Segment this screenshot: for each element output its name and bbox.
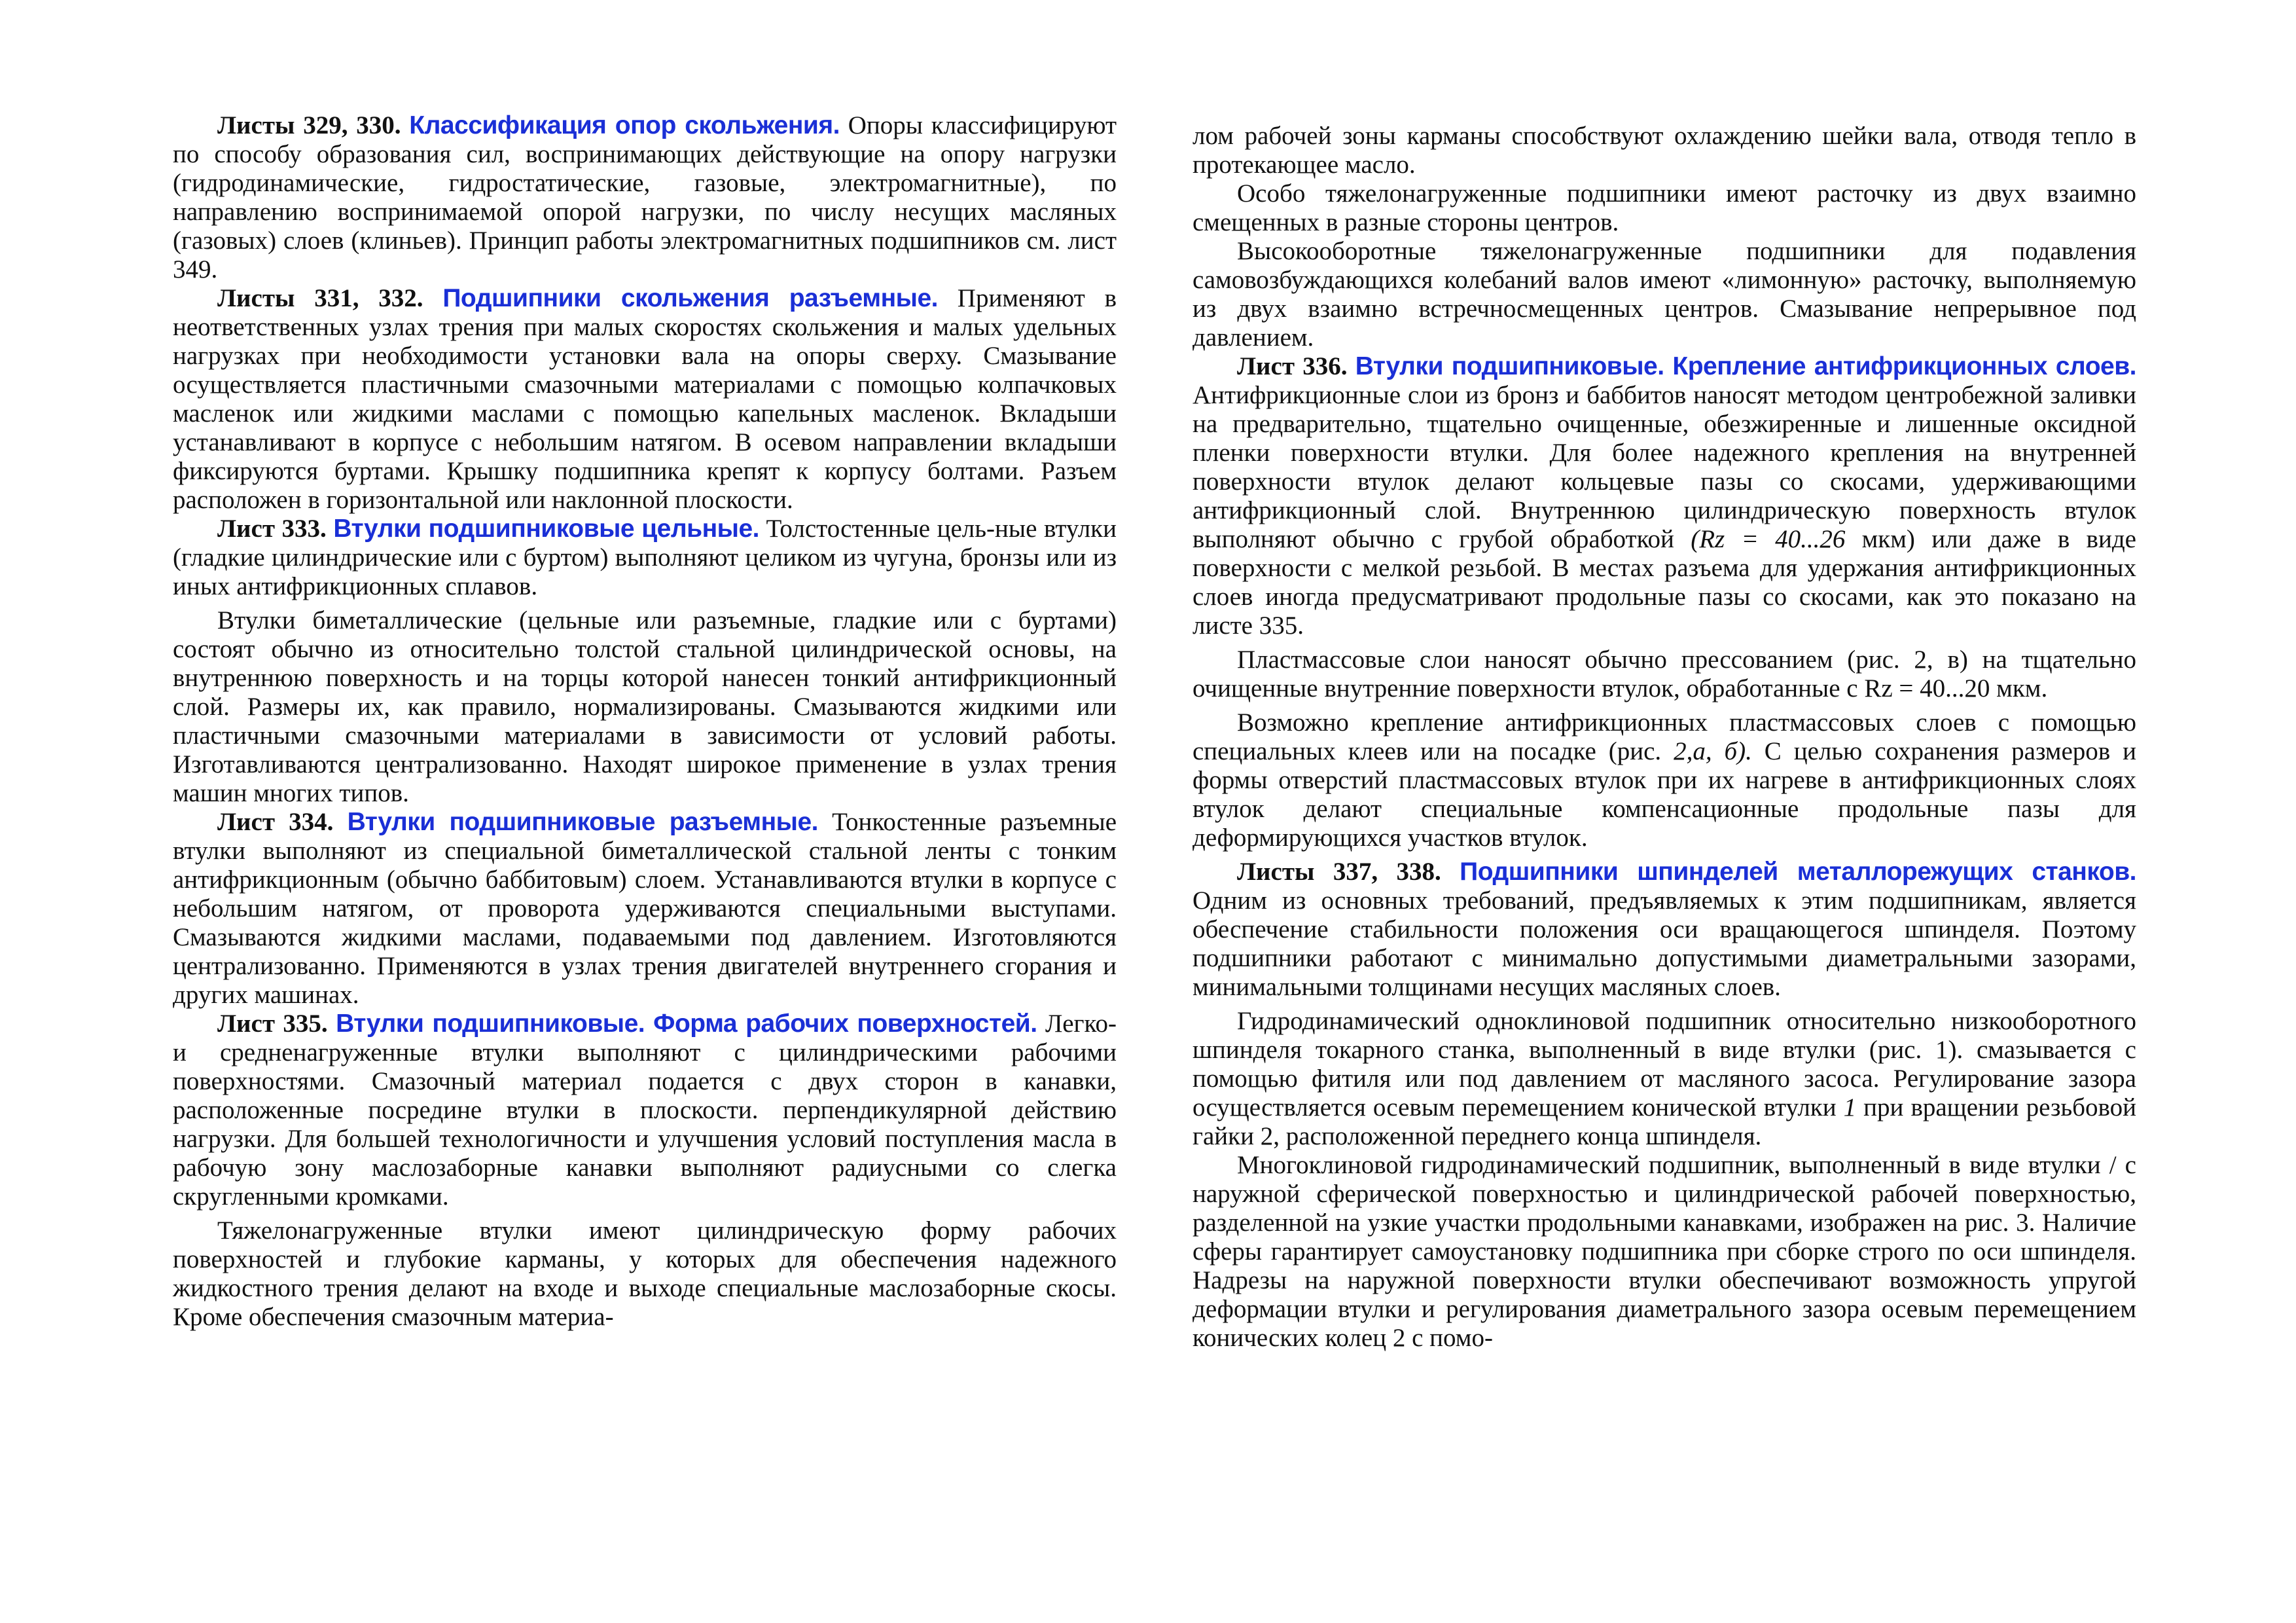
paragraph-text: Гидродинамический одноклиновой подшипник относительно низкооборотного шпинделя токарного станка, выполненный в виде втулки (рис. 1). смазывается с помощью фитиля или под давлением от масляного засоса. Регулирование зазора осуществляется осевым перемещением конической втулки <box>1193 1007 2136 1122</box>
sheet-title: Втулки подшипниковые. Крепление антифрикционных слоев. <box>1355 352 2137 380</box>
part-number: 1 <box>1843 1093 1857 1122</box>
paragraph-text: Многоклиновой гидродинамический подшипник, выполненный в виде втулки / с наружной сферической поверхностью и цилиндрической рабочей поверхностью, разделенной на узкие участки продольными канавками, изображен на рис. 3. Наличие сферы гарантирует самоустановку подшипника при сборке строго по оси шпинделя. Надрезы на наружной поверхности втулки обеспечивают возможность упругой деформации втулки и регулирования диаметрального зазора осевым перемещением конических колец 2 с помо- <box>1193 1151 2136 1352</box>
right-column <box>1193 122 2136 1353</box>
figure-reference: 2,а, б). <box>1674 737 1752 765</box>
paragraph-single-wedge-bearing <box>1193 1007 2136 1151</box>
sheet-number: Листы 331, 332. <box>217 284 423 312</box>
paragraph-extra-heavy-bearings <box>1193 179 2136 237</box>
paragraph-high-speed-bearings <box>1193 237 2136 352</box>
sheet-title: Подшипники скольжения разъемные. <box>442 284 938 312</box>
paragraph-text: Легко- и средненагруженные втулки выполняют с цилиндрическими рабочими поверхностями. Смазочный материал подается с двух сторон в канавки, расположенные посредине втулки в плоскости. перпендикулярной действию нагрузки. Для большей технологичности и улучшения условий поступления масла в рабочую зону маслозаборные канавки выполняют радиусными со слегка скругленными кромками. <box>173 1010 1117 1211</box>
paragraph-text: лом рабочей зоны карманы способствуют охлаждению шейки вала, отводя тепло в протекающее масло. <box>1193 122 2136 179</box>
paragraph-text: Антифрикционные слои из бронз и баббитов наносят методом центробежной заливки на предварительно, тщательно очищенные, обезжиренные и лишенные оксидной пленки поверхности втулки. Для более надежного крепления на внутренней поверхности втулок делают кольцевые пазы со скосами, удерживающими антифрикционный слой. Внутреннюю цилиндрическую поверхность втулок выполняют обычно с грубой обработкой <box>1193 381 2136 553</box>
paragraph-plastic-fastening <box>1193 708 2136 852</box>
paragraph-text: Возможно крепление антифрикционных пластмассовых слоев с помощью специальных клеев или на посадке (рис. <box>1193 708 2136 765</box>
sheet-title: Подшипники шпинделей металлорежущих станков. <box>1460 858 2136 886</box>
paragraph-text: Высокооборотные тяжелонагруженные подшипники для подавления самовозбуждающихся колебаний валов имеют «лимонную» расточку, выполняемую из двух взаимно встречносмещенных центров. Смазывание непрерывное под давлением. <box>1193 237 2136 352</box>
paragraph-text: Втулки биметаллические (цельные или разъемные, гладкие или с буртами) состоят обычно из относительно толстой стальной цилиндрической основы, на внутреннюю поверхность и на торцы которой нанесен тонкий антифрикционный слой. Размеры их, как правило, нормализированы. Смазываются жидкими или пластичными смазочными материалами в зависимости от условий работы. Изготавливаются централизованно. Находят широкое применение в узлах трения машин многих типов. <box>173 606 1117 807</box>
paragraph-bimetal-bushings <box>173 606 1117 808</box>
paragraph-text: Одним из основных требований, предъявляемых к этим подшипникам, является обеспечение стабильности положения оси вращающегося шпинделя. Поэтому подшипники работают с минимально допустимыми диаметральными зазорами, минимальными толщинами несущих масляных слоев. <box>1193 886 2136 1001</box>
sheet-title: Втулки подшипниковые цельные. <box>333 515 759 543</box>
paragraph-text: Толстостенные цель-ные втулки (гладкие цилиндрические или с буртом) выполняют целиком из чугуна, бронзы или из иных антифрикционных сплавов. <box>173 515 1117 600</box>
left-column <box>173 111 1117 1332</box>
paragraph-text: Тяжелонагруженные втулки имеют цилиндрическую форму рабочих поверхностей и глубокие карманы, у которых для обеспечения надежного жидкостного трения делают на входе и выходе специальные маслозаборные скосы. Кроме обеспечения смазочным материа- <box>173 1216 1117 1331</box>
paragraph-sheet-334 <box>173 808 1117 1010</box>
paragraph-text: Применяют в неответственных узлах трения при малых скоростях скольжения и малых удельных нагрузках при необходимости установки вала на опоры сверху. Смазывание осуществляется пластичными смазочными материалами с помощью колпачковых масленок или жидкими маслами с помощью капельных масленок. Вкладыши устанавливают в корпусе с небольшим натягом. В осевом направлении вкладыши фиксируются буртами. Крышку подшипника крепят к корпусу болтами. Разъем расположен в горизонтальной или наклонной плоскости. <box>173 284 1117 514</box>
sheet-title: Втулки подшипниковые разъемные. <box>347 808 818 836</box>
paragraph-sheets-331-332 <box>173 284 1117 515</box>
sheet-number: Листы 329, 330. <box>217 111 401 139</box>
paragraph-sheet-336 <box>1193 352 2136 640</box>
paragraph-sheets-329-330 <box>173 111 1117 284</box>
sheet-number: Листы 337, 338. <box>1237 858 1441 886</box>
sheet-title: Классификация опор скольжения. <box>409 111 840 139</box>
paragraph-text: Особо тяжелонагруженные подшипники имеют расточку из двух взаимно смещенных в разные стороны центров. <box>1193 179 2136 236</box>
sheet-number: Лист 335. <box>217 1010 328 1038</box>
paragraph-sheets-337-338 <box>1193 858 2136 1002</box>
paragraph-sheet-335 <box>173 1010 1117 1211</box>
paragraph-text: Пластмассовые слои наносят обычно прессованием (рис. 2, в) на тщательно очищенные внутренние поверхности втулок, обработанные с Rz = 40...20 мкм. <box>1193 646 2136 702</box>
paragraph-sheet-333 <box>173 515 1117 601</box>
sheet-number: Лист 336. <box>1237 352 1348 380</box>
paragraph-plastic-layers <box>1193 646 2136 703</box>
paragraph-heavy-loaded-bushings <box>173 1216 1117 1332</box>
paragraph-multi-wedge-bearing <box>1193 1151 2136 1353</box>
paragraph-text: при вращении резьбовой гайки 2, расположенной переднего конца шпинделя. <box>1193 1093 2136 1150</box>
sheet-number: Лист 334. <box>217 808 334 836</box>
sheet-number: Лист 333. <box>217 515 327 543</box>
paragraph-text: Тонкостенные разъемные втулки выполняют из специальной биметаллической стальной ленты с тонким антифрикционным (обычно баббитовым) слоем. Устанавливаются втулки в корпусе с небольшим натягом, от проворота удерживаются специальными выступами. Смазываются жидкими маслами, подаваемыми под давлением. Изготовляются централизованно. Применяются в узлах трения двигателей внутреннего сгорания и других машинах. <box>173 808 1117 1009</box>
sheet-title: Втулки подшипниковые. Форма рабочих поверхностей. <box>336 1010 1037 1038</box>
paragraph-text: Опоры классифицируют по способу образования сил, воспринимающих действующие на опору нагрузки (гидродинамические, гидростатические, газовые, электромагнитные), по направлению воспринимаемой опорой нагрузки, по числу несущих масляных (газовых) слоев (клиньев). Принцип работы электромагнитных подшипников см. лист 349. <box>173 111 1117 283</box>
roughness-value: (Rz = 40...26 <box>1691 525 1846 553</box>
paragraph-text: мкм) или даже в виде поверхности с мелкой резьбой. В местах разъема для удержания антифрикционных слоев иногда предусматривают продольные пазы со скосами, как это показано на листе 335. <box>1193 525 2136 640</box>
paragraph-continuation <box>1193 122 2136 179</box>
paragraph-text: С целью сохранения размеров и формы отверстий пластмассовых втулок при их нагреве в антифрикционных слоях втулок делают специальные компенсационные продольные пазы для деформирующихся участков втулок. <box>1193 737 2137 852</box>
